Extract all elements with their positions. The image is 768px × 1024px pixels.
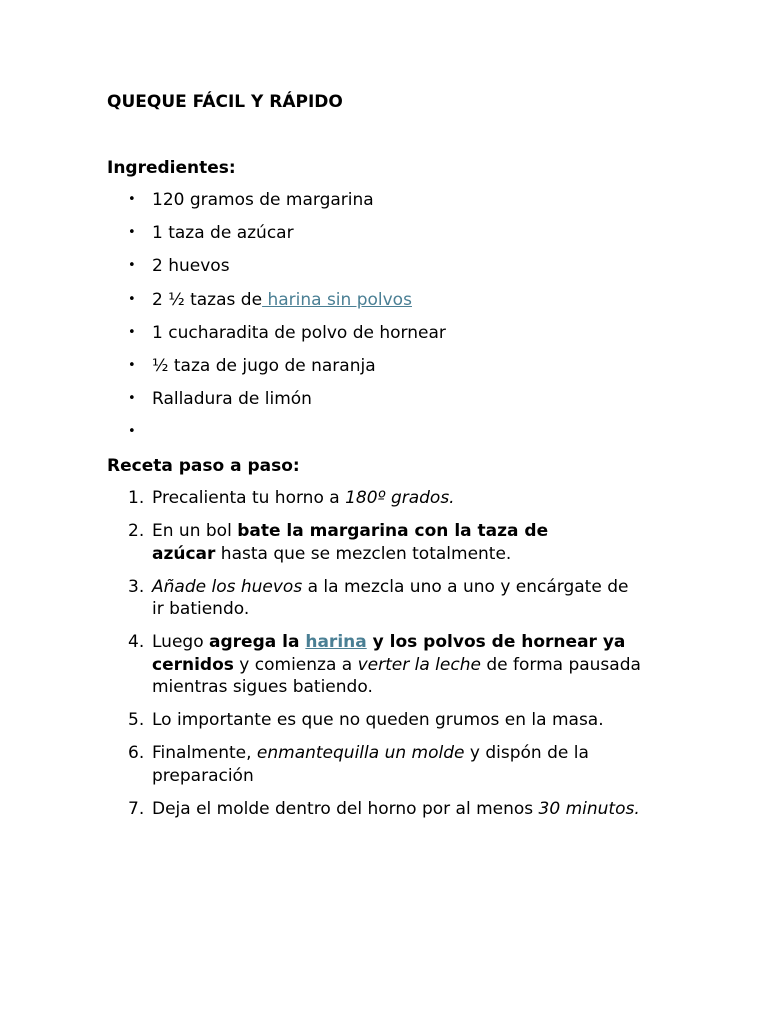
step-line (152, 798, 677, 821)
step-text-bold: cernidos (152, 654, 234, 675)
ingredient-text: ½ taza de jugo de naranja (152, 355, 376, 376)
ingredient-text: 1 taza de azúcar (152, 223, 294, 244)
ingredient-item (107, 222, 446, 255)
bullet-icon: • (128, 225, 136, 241)
bullet-icon: • (128, 391, 136, 407)
step-line (152, 543, 677, 566)
step-item (107, 576, 677, 621)
steps-heading: Receta paso a paso: (107, 456, 300, 476)
step-text-italic: verter la leche (357, 654, 481, 675)
step-text: mientras sigues batiendo. (152, 677, 373, 697)
step-item (107, 798, 677, 821)
step-number: 4. (128, 632, 145, 652)
step-number: 3. (128, 576, 145, 597)
bullet-icon: • (128, 324, 136, 340)
ingredients-list (107, 189, 446, 455)
step-line (152, 709, 677, 732)
step-text-italic: 180º grados. (345, 488, 455, 508)
ingredient-item-empty (107, 421, 446, 454)
ingredient-item (107, 322, 446, 355)
step-text: a la mezcla uno a uno y encárgate de (302, 576, 629, 597)
step-line (152, 742, 677, 765)
step-text: y dispón de la (464, 743, 589, 763)
harina-link[interactable]: harina (305, 632, 367, 652)
step-text-bold: azúcar (152, 543, 216, 564)
ingredient-text: 1 cucharadita de polvo de hornear (152, 322, 446, 343)
step-text: ir batiendo. (152, 599, 250, 619)
bullet-icon: • (128, 192, 136, 207)
step-line (152, 654, 677, 677)
step-text: Deja el molde dentro del horno por al menos (152, 798, 539, 819)
step-text: preparación (152, 765, 254, 786)
step-text-italic: Añade los huevos (152, 576, 303, 597)
step-text-bold: y los polvos de hornear ya (366, 632, 626, 652)
ingredient-item (107, 255, 446, 288)
harina-sin-polvos-link[interactable]: harina sin polvos (262, 289, 412, 310)
step-number: 6. (128, 743, 145, 763)
step-line (152, 765, 677, 788)
ingredients-heading: Ingredientes: (107, 158, 236, 178)
ingredient-text: 2 huevos (152, 256, 230, 277)
step-item (107, 487, 677, 510)
bullet-icon: • (128, 291, 136, 307)
step-number: 2. (128, 521, 145, 541)
step-line (152, 576, 677, 599)
step-number: 7. (128, 798, 145, 819)
ingredient-item (107, 388, 446, 421)
step-text: Luego (152, 632, 210, 652)
step-text-bold: bate la margarina con la taza de (237, 521, 549, 541)
bullet-icon: • (128, 424, 136, 440)
step-text-italic: enmantequilla un molde (256, 743, 465, 763)
ingredient-text: 120 gramos de margarina (152, 190, 374, 210)
page-title: QUEQUE FÁCIL Y RÁPIDO (107, 92, 343, 112)
bullet-icon: • (128, 357, 136, 373)
step-text: hasta que se mezclen totalmente. (215, 543, 512, 564)
step-text-italic: 30 minutos. (538, 798, 640, 819)
steps-list (107, 487, 677, 831)
ingredient-text: 2 ½ tazas de (152, 289, 263, 310)
step-item (107, 631, 677, 699)
step-number: 5. (128, 710, 145, 730)
step-line (152, 520, 677, 543)
step-text: Finalmente, (152, 743, 257, 763)
step-item (107, 520, 677, 565)
ingredient-text: Ralladura de limón (152, 389, 312, 410)
step-line (152, 676, 677, 699)
ingredient-item (107, 289, 446, 322)
step-number: 1. (128, 488, 145, 508)
step-item (107, 709, 677, 732)
step-text-bold: agrega la (209, 632, 306, 652)
bullet-icon: • (128, 258, 136, 274)
ingredient-item (107, 355, 446, 388)
step-line (152, 487, 677, 510)
step-line (152, 598, 677, 621)
step-text: En un bol (152, 521, 238, 541)
step-text: Precalienta tu horno a (152, 488, 346, 508)
ingredient-item (107, 189, 446, 222)
step-line (152, 631, 677, 654)
step-text: Lo importante es que no queden grumos en la masa. (152, 710, 604, 730)
step-text: y comienza a (233, 654, 358, 675)
step-text: de forma pausada (480, 654, 641, 675)
step-item (107, 742, 677, 787)
